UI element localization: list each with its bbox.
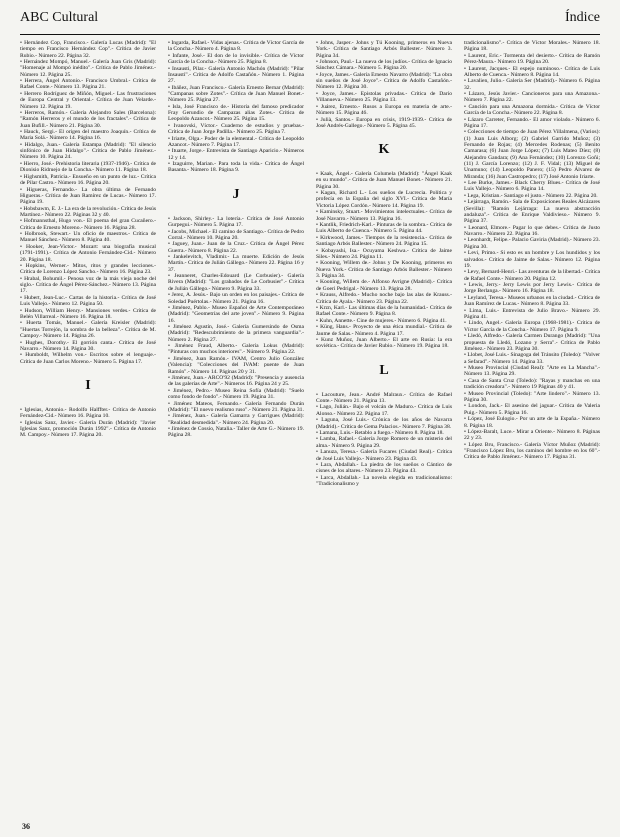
index-entry: • Larca, Abdallah.- La novela elegida en tradicionalismo: "Tradicionalismo y xyxy=(316,474,452,488)
index-entry: • Levy, Bernard-Henri.- Las aventuras de la libertad.- Crítica de Rafael Conte.- Número 20. Página 12. xyxy=(464,269,600,282)
index-entry: • Casa de Santa Cruz (Toledo): "Rayas y manchas en una tradición creadora".- Número 19 Páginas 40 y 41. xyxy=(464,377,600,391)
index-entry: • Hrabal, Bohumil.- Penosa voz de la más vieja noche del siglo.- Crítica de Ángel Pérez-Sánchez.- Número 13. Página 17. xyxy=(20,275,156,295)
index-entry: • Lejárraga, Ramón.- Sala de Exposiciones Reales Alcázares (Sevilla): "Ramón Lejárraga: La nueva abstracción andaluza".- Crítica de Enrique Valdivieso.- Número 9. Página 37. xyxy=(464,199,600,225)
index-entry: • Hofmannsthal, Hugo von.- El poema del gran Cucañero.- Crítica de Ernesto Moreno.- Número 16. Página 28. xyxy=(20,218,156,231)
index-entry: • Leonhardt, Felipe.- Palacio Gaviria (Madrid).- Número 23. Página 30. xyxy=(464,237,600,250)
index-entry: • Lacouture, Jean.- André Malraux.- Crítica de Rafael Conte.- Número 21. Página 13. xyxy=(316,391,452,404)
section-letter: K xyxy=(378,142,390,158)
page-title: Índice xyxy=(565,10,600,25)
index-entry: • Hernández Mompó, Manuel.- Galería Juan Gris (Madrid): "Homenaje al Mompó inédito".- Crítica de Pablo Jiménez.- Número 12. Página 25. xyxy=(20,59,156,78)
index-entry: • Lewis, Jerry.- Jerry Lewis por Jerry Lewis.- Crítica de Jorge Berlanga.- Número 16. Página 18. xyxy=(464,282,600,295)
index-entry: • Lamba, Rafael.- Galería Jorge Romero de un misterio del alma.- Número 9. Página 29. xyxy=(316,436,452,449)
index-entry: • Krauss, Alfredo.- Mucho noche bajo las alas de Krauss.- Crítica de Ayala.- Número 23. Página 22. xyxy=(316,292,452,305)
index-entry: • Kobayashi, Isa.- Ocuyama Keshwa.- Crítica de Jaime Siles.- Número 24. Página 11. xyxy=(316,247,452,260)
index-entry: • Humboldt, Wilhelm von.- Escritos sobre el lenguaje.- Crítica de Juan Carlos Moreno.- Número 5. Página 17. xyxy=(20,352,156,365)
index-entry: • Ivanovski, Víctor.- Cuaderno de estudios y pruebas.- Crítica de Juan Jorge Padilla.- Número 25. Página 7. xyxy=(168,122,304,136)
section-letter: L xyxy=(379,362,389,378)
index-entry: • López-Baralt, Luce.- Mirar a Oriente.- Número 8. Páginas 22 y 23. xyxy=(464,428,600,442)
index-entry: • Leonard, Elmore.- Pagar lo que debes.- Crítica de Justo Navarro.- Número 22. Página 16. xyxy=(464,224,600,237)
index-entry: • Kooning, Willem de.- Johns y De Kooning, primeros en Nueva York.- Crítica de Santiago Arbós Ballester.- Número 3. Página 34. xyxy=(316,260,452,279)
index-entry: • Ibáñez, Juan Francisco.- Galería Ernesto Bernar (Madrid): "Campanas sobre Zotes".- Crítica de Juan Manuel Bonet.- Número 25. Página 27. xyxy=(168,84,304,104)
index-entry: • Isla, José Francisco de.- Historia del famoso predicador Fray Gerundio de Campazas alias Zotes.- Crítica de Leopoldo Azancot.- Número 25. Página 15. xyxy=(168,103,304,123)
index-entry: • Jerez, A. Jesús.- Bajo un orden en los paisajes.- Crítica de Soledad Puértolas.- Número 21. Página 16. xyxy=(168,292,304,305)
index-entry: • Canción para una Amazona dormida.- Crítica de Víctor García de la Concha.- Número 22. Página 8. xyxy=(464,103,600,117)
index-entry: • London, Jack.- El asesino del jaguar.- Crítica de Valeria Puig.- Número 5. Página 16. xyxy=(464,403,600,416)
index-entry: • Jiménez Agustín, José.- Galería Gumersindo de Osma (Madrid): "Redescubrimiento de la primera vanguardia".- Número 2. Página 27. xyxy=(168,324,304,343)
index-entry: • Jiménez, Juan Ramón.- IVAM, Centro Julio González (Valencia): "Colecciones del IVAM: puente de Juan Ramón".- Número 14. Páginas 20 y 31. xyxy=(168,355,304,375)
page-header xyxy=(20,6,600,35)
index-entry: • Iglesias Sanz, Javier.- Galería Durán (Madrid): "Javier Iglesias Sanz, promoción Durán 1992".- Crítica de Antonio M. Campoy.- Número 17. Página 20. xyxy=(20,419,156,439)
index-entry: • Kaminsky, Stuart.- Movimientos intelectuales.- Crítica de José Navarro.- Número 13. Página 16. xyxy=(316,209,452,222)
index-entry: • Hughes, Dorothy.- El gorrión canta.- Crítica de José Navarro.- Número 14. Página 30. xyxy=(20,339,156,352)
index-entry: • Herrera, Ángel Antonio.- Francisco Umbral.- Crítica de Rafael Conte.- Número 13. Página 21. xyxy=(20,78,156,91)
index-entry: • Juárez, Ernesto.- Rusos a Europa en materia de arte.- Número 15. Página 46. xyxy=(316,103,452,117)
index-entry: • Kuhn, Annette.- Cine de mujeres.- Número 6. Página 41. xyxy=(316,317,447,324)
index-entry: • Hernández Cop, Francisco.- Galería Lucas (Madrid): "El tiempo en Francisco Hernández Cop".- Crítica de Javier Rubio.- Número 22. Página 32. xyxy=(20,40,156,59)
index-entry: • Lledó, Alfredo.- Galería Carmen Durango (Madrid): "Una propuesta de Lledó, Lozano y Serra".- Crítica de Pablo Jiménez.- Número 23. Página 30. xyxy=(464,333,600,352)
index-entry: • Hudson, William Henry.- Mansiones verdes.- Crítica de Belén Villarreal.- Número 16. Página 18. xyxy=(20,307,156,320)
index-entry: • Laguna, José Luis.- Crónica de los años de Navarra (Madrid).- Crítica de Gema Palacios.- Número 7. Página 38. xyxy=(316,417,452,430)
index-entry: • Jackson, Shirley.- La lotería.- Crítica de José Antonio Gurpegui.- Número 5. Página 17. xyxy=(168,215,304,229)
index-column-1 xyxy=(20,40,156,820)
index-column-2 xyxy=(168,40,304,820)
index-entry: • Kooning, Willem de.- Alfonso Avrigne (Madrid).- Crítica de Goeri Pedrigal.- Número 13. Página 28. xyxy=(316,279,452,292)
index-entry: • Lago, Julián.- Bajo el volcán de Maduro.- Crítica de Luis Alonso.- Número 22. Página 17. xyxy=(316,404,452,417)
index-entry: • Infante, José.- El don de lo invisible.- Crítica de Víctor García de la Concha.- Número 25. Página 8. xyxy=(168,52,304,66)
index-entry: • Julià, Santos.- Europa en crisis, 1919-1939.- Crítica de José Andrés-Gallego.- Número 5. Página 45. xyxy=(316,116,452,129)
section-letter: I xyxy=(85,377,91,393)
page-number: 36 xyxy=(22,822,30,831)
index-entry: • López, José Eulogio.- Por un arte de la España.- Número 8. Página 18. xyxy=(464,416,600,429)
index-entry: • Hubert, Jean-Luc.- Cartas de la historia.- Crítica de José Luis Vallejo.- Número 12. Página 50. xyxy=(20,294,156,308)
index-entry: • Johnson, Paul.- La nueva de los judíos.- Crítica de Ignacio Sánchez Cámara.- Número 5. Página 20. xyxy=(316,59,452,72)
index-entry: • Lanuza, Teresa.- Galería Fucares (Ciudad Real).- Crítica de José Luis Vallejo.- Número 23. Página 43. xyxy=(316,449,452,462)
index-entry: • Krzn, Karl.- Las últimas días de la humanidad.- Crítica de Rafael Conte.- Número 9. Página 8. xyxy=(316,305,452,318)
index-entry: • Insausti, Pilar.- Galería Antonio Machón (Madrid): "Pilar Insausti".- Crítica de Adolfo Castañón.- Número 1. Página 27. xyxy=(168,65,304,85)
index-entry: • Jiménez, Juan.- ARCO'92 (Madrid): "Presencia y ausencia de las galerías de Arte".- Números 16. Página 24 y 25. xyxy=(168,375,304,388)
index-entry: • Kunz Muñoz, Juan Alberto.- El arte en Rusia: la era soviética.- Crítica de Javier Rubio.- Número 19. Página 18. xyxy=(316,337,452,350)
index-entry: • Ingarda, Rafael.- Vidas ajenas.- Crítica de Víctor García de la Concha.- Número 4. Página 8. xyxy=(168,40,304,53)
index-entry: • Izaguirre, Marian.- Para toda la vida.- Crítica de Ángel Basanta.- Número 18. Página 9. xyxy=(168,161,304,174)
index-entry: • Holbrook, Stewart.- Un oficio de maestros.- Crítica de Manuel Sánchez.- Número 8. Página 40. xyxy=(20,231,156,244)
index-entry: • Hidalgo, Juan.- Galería Estampa (Madrid): "El silencio sinfónico de Juan Hidalgo".- Crítica de Pablo Jiménez.- Número 10. Página 24. xyxy=(20,141,156,161)
index-entry: • Laurent, Jacques.- El espejo numinoso.- Crítica de Luis Alberto de Cuenca.- Número 8. Página 14. xyxy=(464,65,600,78)
index-entry: • Lavalien, Julio.- Galería Ser (Madrid).- Número 6. Página 32. xyxy=(464,78,600,91)
index-entry: • Colecciones de tiempo de Juan Pérez Villalmena, (Varios): (1) Juan Luis Alborg; (2) Gabriel Garrido Muñoz; (3) Fernando de Rojas; (4) Mercedes Rodenas; (5) Benito Camarasa; (6) Juan Jorge López; (7) Luis Mateo Díez; (8) Alejandro Gandara; (9) Ana Fernández; (10) Lorenzo Goñi; (11) J. García Lorenzo; (12) J. F. Vidal; (13) Miguel de Unamuno; (14) Leopoldo Panero; (15) Pedro Álvarez de Miranda; (16) Juan Castropedro; (17) José Antonio Iriarte. xyxy=(464,129,600,180)
index-entry: • Joyce, James.- Galería Ernesto Navarro (Madrid): "La obra sin sueños de José Joyce".- Crítica de Adolfo Castañón.- Número 12. Página 30. xyxy=(316,71,452,91)
index-entry: • Lega, Kristian.- Santiago el justo.- Número 22. Página 20. xyxy=(464,192,598,199)
index-entry: • Hooker, Jean-Victor.- Mozart: una biografía musical (1791-1991).- Crítica de Antonio Fernández-Cid.- Número 20. Página 18. xyxy=(20,243,156,263)
index-entry: • Lara, Abdallah.- La piedra de los sueños o Cántico de cisnes de los altares.- Número 23. Página 43. xyxy=(316,462,452,475)
index-entry: • Huerta Tomás, Manuel.- Galería Kreisler (Madrid): "Huertas Torrejón, la sombra de la belleza".- Crítica de M. Campoy.- Número 14. Página 26. xyxy=(20,320,156,340)
index-entry: tradicionalismo".- Crítica de Víctor Morales.- Número 18. Página 18. xyxy=(464,40,600,53)
index-entry: • Iriarte, Olga.- Poder de la elemental.- Crítica de Leopoldo Azancot.- Número 7. Página 17. xyxy=(168,135,304,148)
index-entry: • Lindo, Angel.- Galería Europa (1968-1981).- Crítica de Víctor García de la Concha.- Número 17. Página 9. xyxy=(464,320,600,333)
index-entry: • Jankelevitch, Vladimir.- La muerte. Edición de Jesús Martín.- Crítica de Julián Gállego.- Número 22. Página 16 y 37. xyxy=(168,254,304,273)
index-entry: • Kantlik, Friedrich-Karl.- Pinturas de la sombra.- Crítica de Luis Alberto de Cuenca.- Número 5. Página 44. xyxy=(316,222,452,235)
index-entry: • Jiménez, Pedro.- Museo Reina Sofía (Madrid): "Suelo como fondo de fondo".- Número 19. Página 31. xyxy=(168,387,304,401)
index-entry: • Jiménez Mateos, Fernando.- Galería Fernando Durán (Madrid): "El nuevo realismo ruso".- Número 21. Página 31. xyxy=(168,400,304,413)
index-entry: • Kirkwood, James.- Tiempos de la resistencia.- Crítica de Santiago Arbós Ballester.- Número 24. Página 15. xyxy=(316,234,452,248)
section-title: ABC Cultural xyxy=(20,10,99,25)
index-entry: • Jaguey, Juan.- Juan de la Cruz.- Crítica de Ángel Pérez Guerra.- Número 8. Página 22. xyxy=(168,241,304,254)
index-entry: • Higueras, Fernando.- La obra última de Fernando Higueras.- Crítica de Juan Ramírez de Lucas.- Número 17. Página 19. xyxy=(20,186,156,206)
index-entry: • Jiménez de Cossío, Natalia.- Taller de Arte G.- Número 19. Página 28. xyxy=(168,426,304,439)
index-entry: • Leyland, Teresa.- Museos urbanos en la ciudad.- Crítica de Juan Ramírez de Lucas.- Número 8. Página 33. xyxy=(464,294,600,308)
index-entry: • Jiménez, Juan.- Galería Gamarra y Garrigues (Madrid): "Realidad desmedida".- Número 24. Página 20. xyxy=(168,413,304,426)
section-letter: J xyxy=(232,186,240,202)
index-entry: • Küng, Hans.- Proyecto de una ética mundial.- Crítica de Jaume de Salas.- Número 4. Página 17. xyxy=(316,324,452,337)
index-entry: • Museo Provincial (Toledo): "Arte lindero".- Número 13. Página 30. xyxy=(464,390,600,403)
index-entry: • Iglesias, Antonio.- Rodolfo Halffter.- Crítica de Antonio Fernández-Cid.- Número 16. Página 10. xyxy=(20,406,156,420)
index-entry: • Hierro, José.- Prehistoria literaria (1937-1946).- Crítica de Dionisio Ridruejo de la Concha.- Número 11. Página 18. xyxy=(20,160,156,174)
index-entry: • Hobsbawm, E. J.- La era de la revolución.- Crítica de Jesús Martínez.- Número 22. Páginas 32 y 40. xyxy=(20,205,156,218)
index-entry: • Jacobs, Michael.- El camino de Santiago.- Crítica de Pedro Corral.- Número 10. Página 20. xyxy=(168,228,304,241)
index-column-4 xyxy=(464,40,600,820)
index-entry: • Herrero Rodríguez de Miñón, Miguel.- Las frustraciones de Europa Central y Oriental.- Crítica de Juan Velarde.- Número 12. Página 19. xyxy=(20,90,156,110)
index-entry: • Ituarte, Jorge.- Entrevista de Santiago Aparicio.- Números 12 y 14. xyxy=(168,148,304,161)
index-entry: • Kagan, Richard L.- Los sueños de Lucrecia. Política y profecía en la España del siglo XVI.- Crítica de María Victoria López Cordón.- Número 14. Página 19. xyxy=(316,190,452,209)
index-entry: • Museo Provincial (Ciudad Real): "Arte en La Mancha".- Número 13. Página 29. xyxy=(464,365,600,378)
index-entry: • Joyce, James.- Epistolas privadas.- Crítica de Darío Villanueva.- Número 25. Página 13. xyxy=(316,90,452,104)
index-entry: • Hauck, Sergi.- El origen del maestro Joaquín.- Crítica de Maria Solá.- Número 14. Página 16. xyxy=(20,129,156,142)
index-entry: • Lee Burke, James.- Black Cherry Blues.- Crítica de José Luis Vallejo.- Número 6. Página 14. xyxy=(464,180,600,193)
index-entry: • Jiménez Fraud, Alberto.- Galería Lokus (Madrid): "Pinturas con muchos interiores".- Número 9. Página 22. xyxy=(168,343,304,356)
index-columns xyxy=(20,40,600,820)
index-entry: • López Bru, Francisco.- Galería Víctor Muñoz (Madrid): "Francisco López Bru, los caminos del hombre en los 60".- Crítica de Pablo Jiménez.- Número 17. Página 31. xyxy=(464,441,600,461)
index-entry: • Laurent, Eric.- Tormenta del desierto.- Crítica de Ramón Pérez-Maura.- Número 19. Página 20. xyxy=(464,52,600,66)
index-entry: • Lamana, Luis.- Retablo a fuego.- Número 8. Página 18. xyxy=(316,430,444,436)
index-entry: • Llobet, José Luis.- Sinagoga del Tránsito (Toledo): "Volver a Sefarad".- Número 14. Página 33. xyxy=(464,352,600,365)
index-entry: • Lima, Luis.- Entrevista de Julio Bravo.- Número 29. Página 41. xyxy=(464,307,600,320)
index-entry: • Herreros, Ramón.- Galería Alejandro Sales (Barcelona): "Ramón Herreros y el mundo de los fractales".- Crítica de Juan Bufill.- Número 21. Página 30. xyxy=(20,110,156,129)
index-entry: • Highsmith, Patricia.- Ensueño en un punto de luz.- Crítica de Pilar Castro.- Número 16. Página 20. xyxy=(20,173,156,187)
index-entry: • Lázaro Carreter, Fernando.- El amor violado.- Número 6. Página 17. xyxy=(464,116,600,129)
index-column-3 xyxy=(316,40,452,820)
index-entry: • Kaak, Ángel.- Galería Columela (Madrid): "Ángel Kaak en su mundo".- Crítica de Juan Manuel Bonet.- Número 21. Página 30. xyxy=(316,171,452,190)
index-entry: • Lázaro, Jesús Javier.- Cancioneros para una Amazona.- Número 7. Página 22. xyxy=(464,91,600,104)
index-entry: • Hopkins, Werner.- Mitos, ritos y grandes lecciones.- Crítica de Lorenzo López Sancho.- Número 16. Página 23. xyxy=(20,263,156,276)
index-entry: • Jiménez, Pablo.- Museo Español de Arte Contemporáneo (Madrid): "Geometrías del arte joven".- Número 9. Página 16. xyxy=(168,305,304,324)
index-entry: • Levi, Primo.- Si esto es un hombre y Los hundidos y los salvados.- Crítica de Jaime de Salas.- Número 12. Página 19. xyxy=(464,250,600,269)
index-entry: • Johns, Jasper.- Johns y Tú Kooning, primeros en Nueva York.- Crítica de Santiago Arbós Ballester.- Número 3. Página 34. xyxy=(316,40,452,59)
index-entry: • Jeanneret, Charles-Edouard (Le Corbusier).- Galería Rivera (Madrid): "Los grabados de Le Corbusier".- Crítica de Julián Gállego.- Número 9. Página 33. xyxy=(168,273,304,292)
